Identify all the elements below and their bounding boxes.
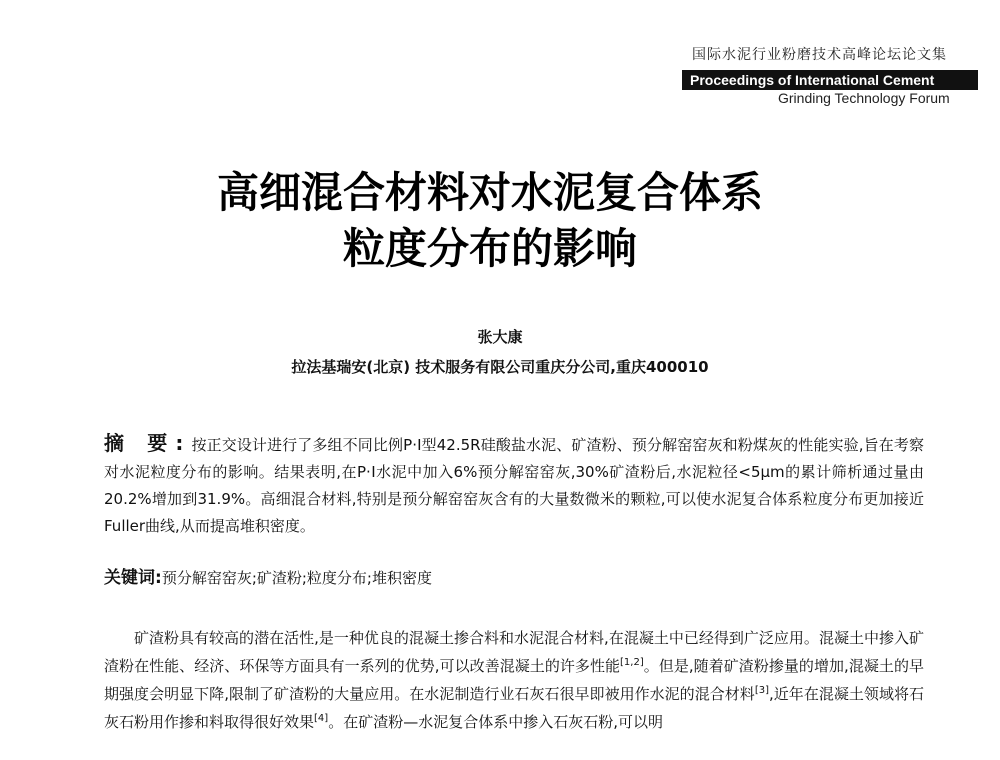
body-text-4: 。在矿渣粉—水泥复合体系中掺入石灰石粉,可以明 <box>328 713 663 731</box>
proceedings-title-en-line2: Grinding Technology Forum <box>778 90 950 106</box>
abstract-label: 摘 要: <box>104 431 192 455</box>
paper-title-line1: 高细混合材料对水泥复合体系 <box>216 168 763 217</box>
citation-ref: [4] <box>314 713 329 724</box>
proceedings-title-en-banner: Proceedings of International Cement <box>682 70 978 90</box>
abstract-text: 按正交设计进行了多组不同比例P·Ⅰ型42.5R硅酸盐水泥、矿渣粉、预分解窑窑灰和粉煤灰的性能实验,旨在考察对水泥粒度分布的影响。结果表明,在P·Ⅰ水泥中加入6%预分解窑窑灰,30%矿渣粉后,水泥粒径<5μm的累计筛析通过量由20.2%增加到31.9%。高细混合材料,特别是预分解窑窑灰含有的大量数微米的颗粒,可以使水泥复合体系粒度分布更加接近Fuller曲线,从而提高堆积密度。 <box>104 436 924 535</box>
keywords-label: 关键词: <box>104 568 162 588</box>
abstract <box>104 430 924 540</box>
body-text-1: 矿渣粉具有较高的潜在活性,是一种优良的混凝土掺合料和水泥混合材料,在混凝土中已经得到广泛应用。混凝土中掺入矿渣粉在性能、经济、环保等方面具有一系列的优势,可以改善混凝土的许多性能 <box>104 629 924 675</box>
body-text-3: ,近年在混凝土领域将石灰石粉用作掺和料取得很好效果 <box>104 685 924 731</box>
keywords <box>104 566 924 590</box>
author-name: 张大康 <box>477 328 523 346</box>
author-affiliation: 拉法基瑞安(北京) 技术服务有限公司重庆分公司,重庆400010 <box>291 358 709 376</box>
proceedings-title-cn: 国际水泥行业粉磨技术高峰论坛论文集 <box>692 47 947 63</box>
paper-title-line2: 粒度分布的影响 <box>342 224 637 273</box>
keywords-text: 预分解窑窑灰;矿渣粉;粒度分布;堆积密度 <box>161 569 432 587</box>
body-paragraph <box>104 624 924 736</box>
body-text-2: 。但是,随着矿渣粉掺量的增加,混凝土的早期强度会明显下降,限制了矿渣粉的大量应用。在水泥制造行业石灰石很早即被用作水泥的混合材料 <box>104 657 924 703</box>
citation-ref: [1,2] <box>620 657 644 668</box>
citation-ref: [3] <box>754 685 769 696</box>
